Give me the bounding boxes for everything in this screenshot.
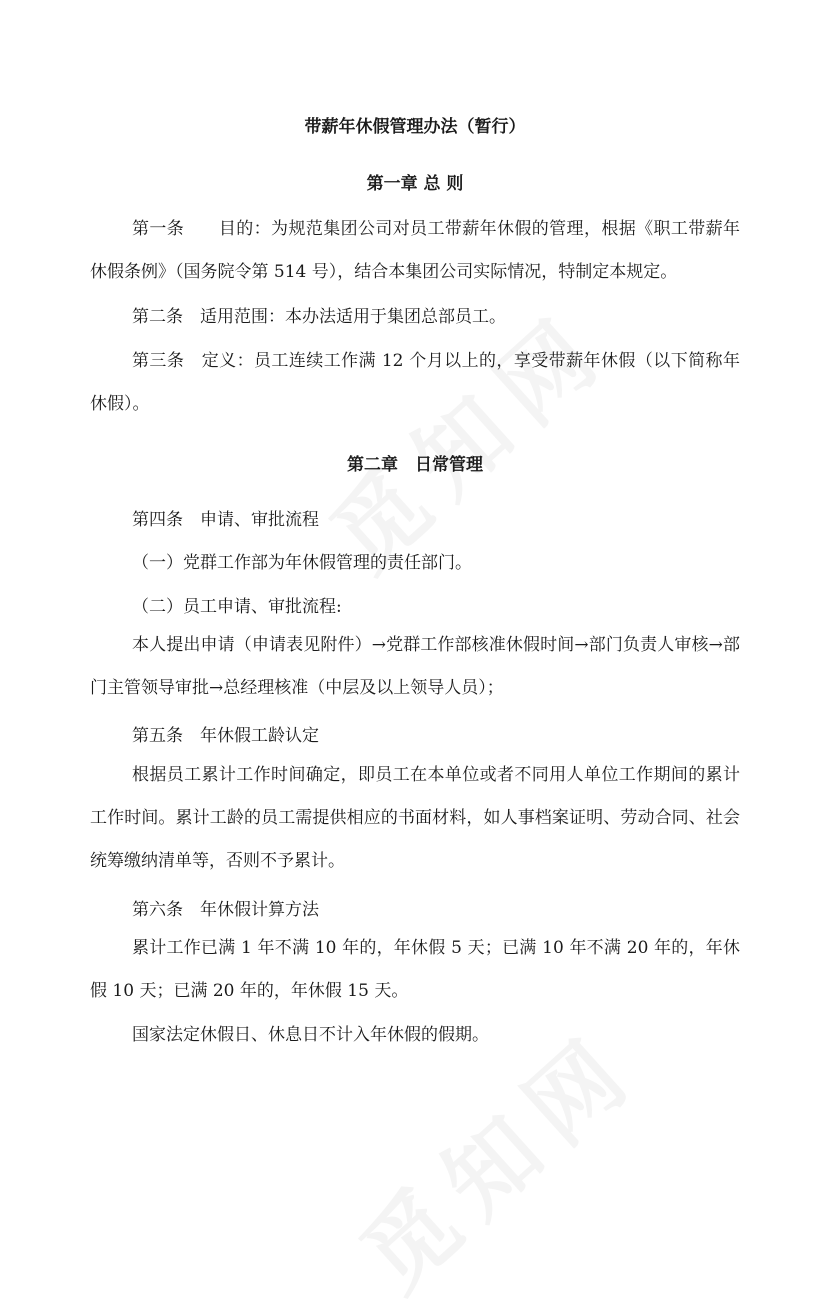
article-3: 第三条 定义：员工连续工作满 12 个月以上的，享受带薪年休假（以下简称年休假）。 [90,351,740,414]
holiday-note: 国家法定休假日、休息日不计入年休假的假期。 [132,1025,489,1045]
list-item: （二）员工申请、审批流程: [132,597,342,617]
chapter-heading: 第二章 日常管理 [347,455,483,475]
article-2: 第二条 适用范围：本办法适用于集团总部员工。 [132,307,506,327]
article-5-heading: 第五条 年休假工龄认定 [132,726,319,746]
article-4-heading: 第四条 申请、审批流程 [132,510,319,530]
list-item: （一）党群工作部为年休假管理的责任部门。 [132,553,472,573]
approval-flow: 本人提出申请（申请表见附件）→党群工作部核准休假时间→部门负责人审核→部门主管领导审批→总经理核准（中层及以上领导人员）； [90,635,740,698]
article-1: 第一条 目的：为规范集团公司对员工带薪年休假的管理，根据《职工带薪年休假条例》（国务院令第 514 号），结合本集团公司实际情况，特制定本规定。 [90,219,740,282]
chapter-heading: 第一章 总 则 [366,174,464,194]
document-title: 带薪年休假管理办法（暂行） [304,117,526,137]
article-6-body: 累计工作已满 1 年不满 10 年的，年休假 5 天；已满 10 年不满 20 年的，年休假 10 天；已满 20 年的，年休假 15 天。 [90,938,740,1001]
article-5-body: 根据员工累计工作时间确定，即员工在本单位或者不同用人单位工作期间的累计工作时间。累计工龄的员工需提供相应的书面材料，如人事档案证明、劳动合同、社会统筹缴纳清单等，否则不予累计。 [90,765,740,871]
article-6-heading: 第六条 年休假计算方法 [132,900,319,920]
